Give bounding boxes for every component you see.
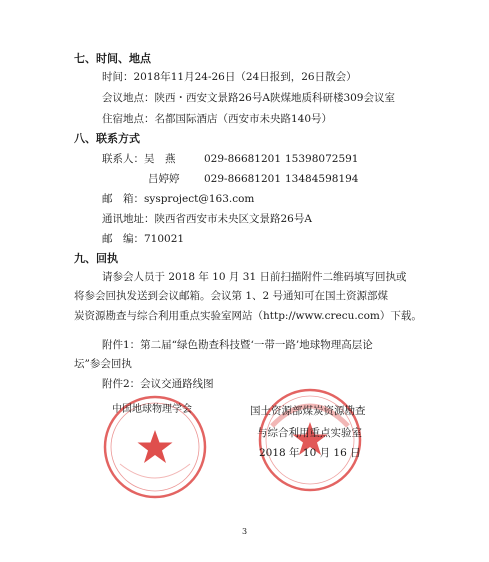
address-line: 通讯地址：陕西省西安市未央区文景路26号A bbox=[102, 213, 312, 225]
contact2-name: 吕婷婷 bbox=[148, 173, 180, 185]
hotel-line: 住宿地点：名都国际酒店（西安市未央路140号） bbox=[102, 113, 333, 125]
contact2-mobile: 13484598194 bbox=[285, 173, 359, 185]
contact1-mobile: 15398072591 bbox=[285, 153, 359, 165]
email-line: 邮 箱：sysproject@163.com bbox=[102, 193, 255, 205]
postcode-line: 邮 编：710021 bbox=[102, 233, 185, 245]
receipt-para-line2: 将参会回执发送到会议邮箱。会议第 1、2 号通知可在国土资源部煤 bbox=[74, 290, 389, 302]
contact1-tel: 029-86681201 bbox=[204, 153, 282, 165]
contact2-tel: 029-86681201 bbox=[204, 173, 282, 185]
right-org-signature-line1: 国土资源部煤炭资源勘查 bbox=[250, 405, 366, 417]
receipt-para-line3: 炭资源勘查与综合利用重点实验室网站（http://www.crecu.com）下载。 bbox=[74, 310, 422, 322]
section-8-heading: 八、联系方式 bbox=[74, 132, 140, 145]
attachment-2: 附件2：会议交通路线图 bbox=[102, 378, 214, 390]
time-line: 时间：2018年11月24-26日（24日报到，26日散会） bbox=[102, 71, 357, 83]
page-number: 3 bbox=[241, 527, 248, 536]
section-7-heading: 七、时间、地点 bbox=[74, 52, 151, 65]
right-org-signature-line2: 与综合利用重点实验室 bbox=[257, 427, 362, 439]
section-9-heading: 九、回执 bbox=[74, 252, 118, 265]
venue-line: 会议地点：陕西・西安文景路26号A陕煤地质科研楼309会议室 bbox=[102, 92, 395, 104]
left-org-signature: 中国地球物理学会 bbox=[112, 404, 192, 415]
key-laboratory-seal bbox=[256, 386, 364, 494]
attachment-1-line1: 附件1：第二届“绿色勘查科技暨‘一带一路’地球物理高层论 bbox=[102, 339, 373, 351]
signature-date: 2018 年 10 月 16 日 bbox=[259, 447, 361, 459]
receipt-para-line1: 请参会人员于 2018 年 10 月 31 日前扫描附件二维码填写回执或 bbox=[102, 271, 407, 283]
contact1-label: 联系人：吴 燕 bbox=[102, 153, 176, 165]
attachment-1-line2: 坛”参会回执 bbox=[74, 358, 132, 370]
